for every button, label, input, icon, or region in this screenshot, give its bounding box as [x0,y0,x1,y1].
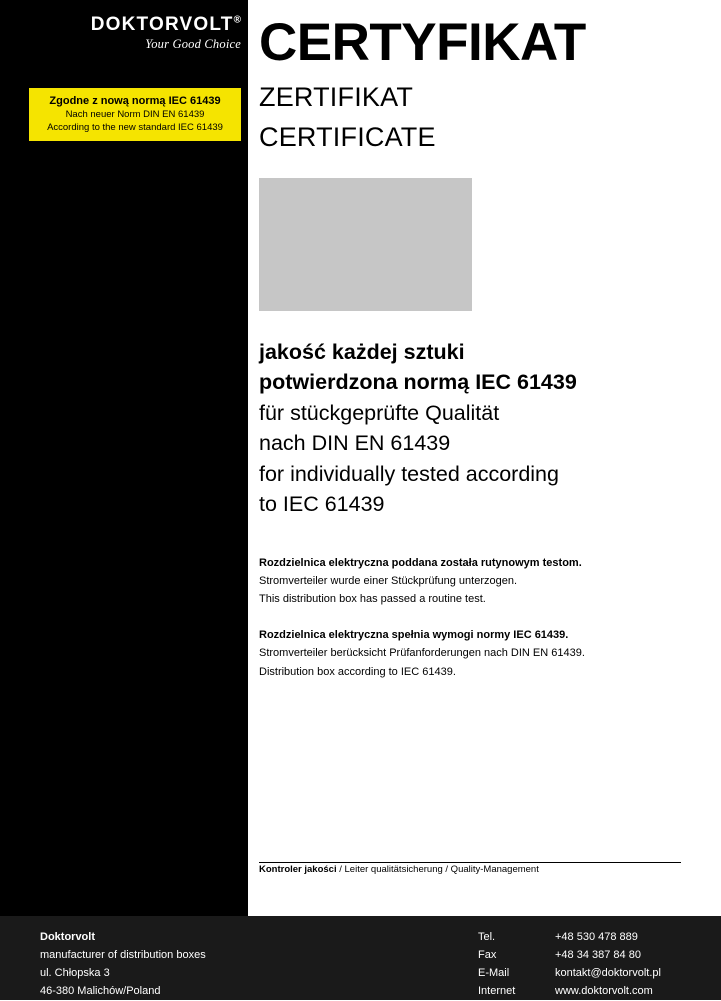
footer-contact-key: Internet [478,985,516,998]
signature-label-rest: / Leiter qualitätsicherung / Quality-Management [336,864,539,875]
claim-line: to IEC 61439 [259,492,385,517]
registered-mark: ® [233,14,241,26]
note-item [259,554,699,608]
page-footer [0,916,721,1000]
badge-line-pl: Zgodne z nową normą IEC 61439 [49,95,221,107]
certificate-content [259,0,699,916]
note-text-pl: Rozdzielnica elektryczna spełnia wymogi normy IEC 61439. [259,629,569,642]
notes-block [259,554,699,681]
claim-line: nach DIN EN 61439 [259,431,451,456]
left-brand-panel [0,0,248,916]
footer-contact-value[interactable]: kontakt@doktorvolt.pl [555,967,661,980]
note-text-en: Distribution box according to IEC 61439. [259,665,456,678]
page-title-en: CERTIFICATE [259,122,436,153]
footer-contact-value: +48 530 478 889 [555,931,638,943]
standard-compliance-badge [29,88,241,141]
footer-address-block [40,928,206,1001]
signature-divider [259,862,681,863]
claim-block [259,337,699,520]
claim-line: for individually tested according [259,461,559,486]
footer-contact-row [478,946,661,964]
footer-street: ul. Chłopska 3 [40,967,110,980]
signature-label-pl: Kontroler jakości [259,864,337,875]
page-title: CERTYFIKAT [259,13,586,72]
footer-contact-key: Tel. [478,931,496,943]
note-text-de: Stromverteiler berücksicht Prüfanforderungen nach DIN EN 61439. [259,647,585,660]
footer-contact-row [478,928,661,946]
signature-label [259,864,539,875]
brand-block [29,15,241,52]
claim-line: jakość każdej sztuki [259,339,465,364]
footer-description: manufacturer of distribution boxes [40,949,206,962]
footer-contact-value[interactable]: www.doktorvolt.com [555,985,653,998]
note-item [259,626,699,680]
product-image [259,178,472,311]
brand-tagline: Your Good Choice [145,37,241,51]
note-text-en: This distribution box has passed a routine test. [259,593,486,606]
claim-line: für stückgeprüfte Qualität [259,400,500,425]
footer-city: 46-380 Malichów/Poland [40,985,161,998]
note-text-de: Stromverteiler wurde einer Stückprüfung unterzogen. [259,575,518,588]
badge-line-de: Nach neuer Norm DIN EN 61439 [65,108,205,120]
note-text-pl: Rozdzielnica elektryczna poddana została rutynowym testom. [259,556,582,569]
footer-company: Doktorvolt [40,931,95,943]
footer-contact-block [478,928,661,1001]
badge-line-en: According to the new standard IEC 61439 [47,121,223,133]
page-title-de: ZERTIFIKAT [259,82,414,112]
footer-contact-row [478,982,661,1000]
footer-contact-key: Fax [478,949,497,962]
brand-logo [29,15,241,34]
footer-contact-key: E-Mail [478,967,510,980]
footer-contact-row [478,964,661,982]
brand-name-text: DOKTORVOLT [90,14,234,35]
claim-line: potwierdzona normą IEC 61439 [259,370,577,395]
footer-contact-value: +48 34 387 84 80 [555,949,641,962]
